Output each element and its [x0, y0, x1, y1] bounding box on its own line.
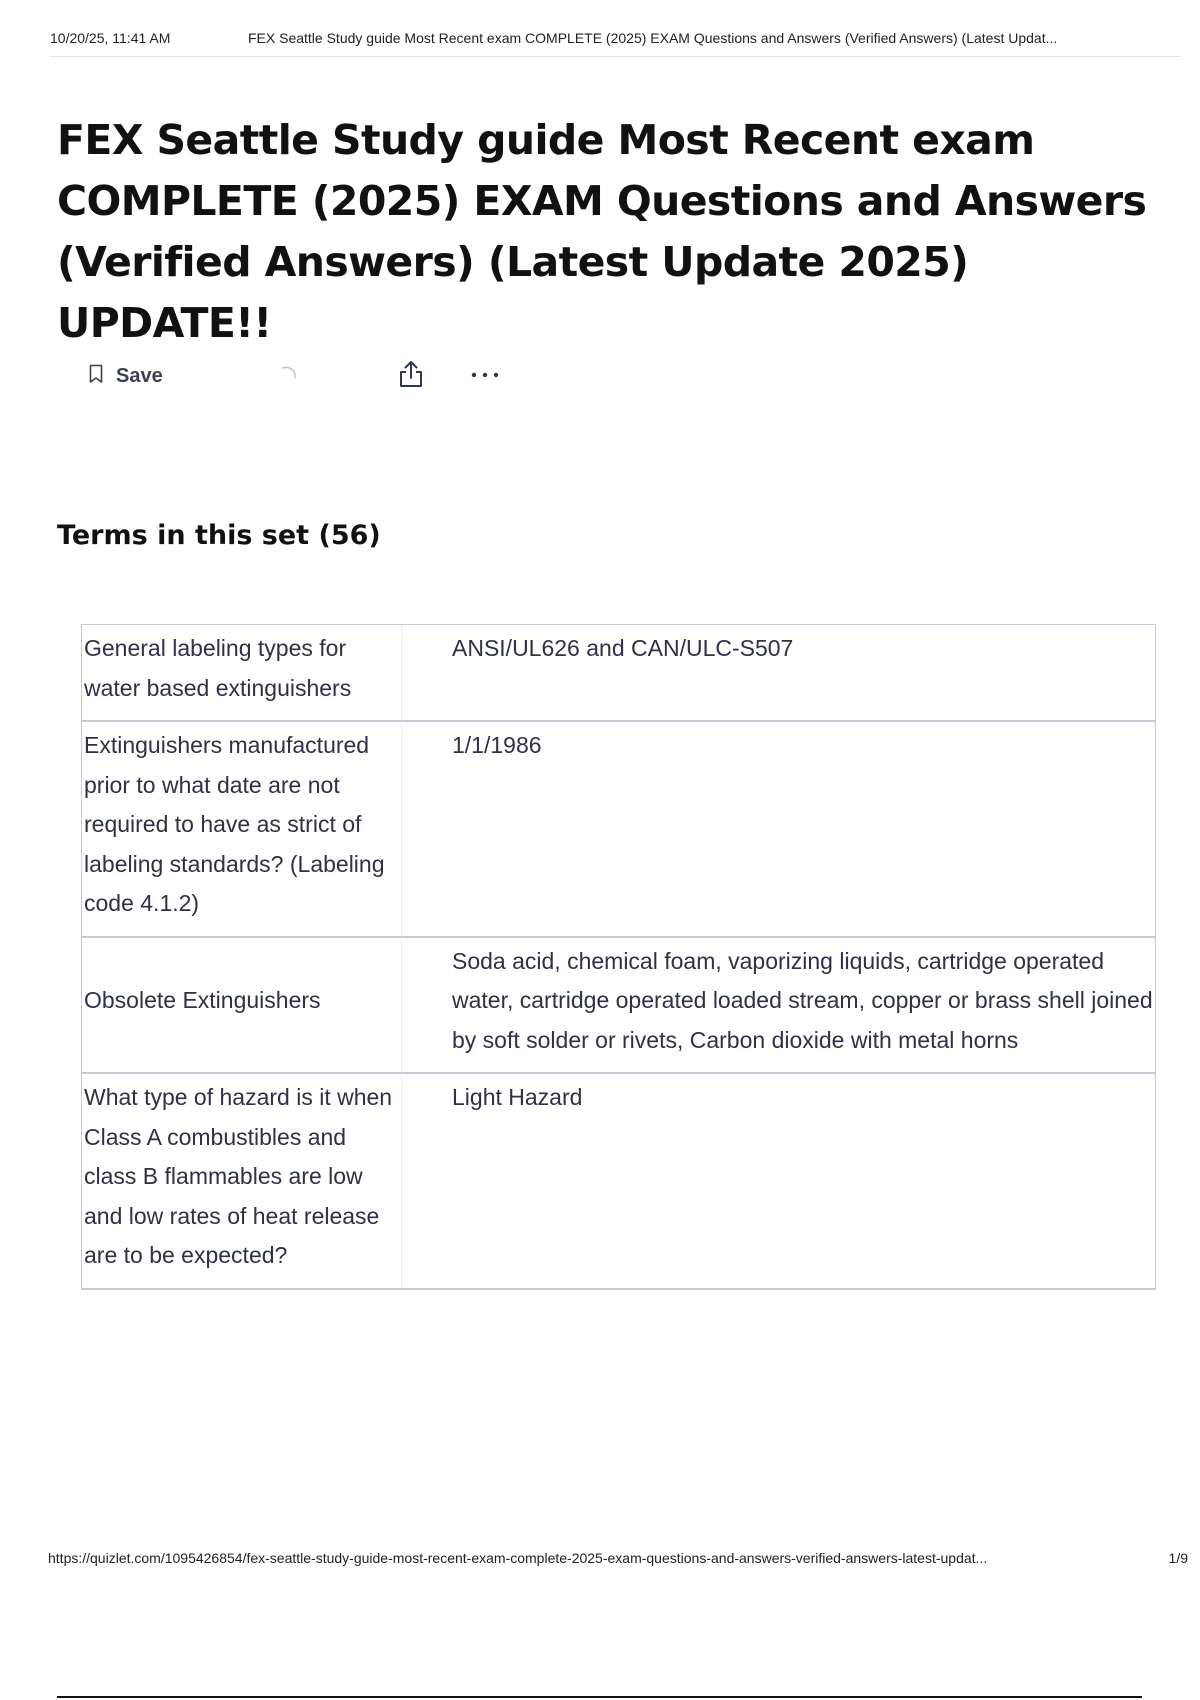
more-options-icon — [470, 367, 500, 385]
page-url: https://quizlet.com/1095426854/fex-seattle-study-guide-most-recent-exam-complete-2025-exam-questions-and-answers-verified-answers-latest-updat... — [48, 1550, 988, 1566]
term-text: General labeling types for water based extinguishers — [82, 625, 402, 720]
term-text: Obsolete Extinguishers — [82, 938, 402, 1073]
page-title: FEX Seattle Study guide Most Recent exam COMPLETE (2025) EXAM Questions and Answers (Verified Answers) (Latest Update 2025) UPDATE!! — [57, 116, 1147, 347]
definition-text: 1/1/1986 — [452, 732, 542, 758]
term-row — [82, 1072, 1155, 1288]
terms-table — [81, 624, 1156, 1290]
definition-text: Soda acid, chemical foam, vaporizing liquids, cartridge operated water, cartridge operated loaded stream, copper or brass shell joined by soft solder or rivets, Carbon dioxide with metal horns — [452, 947, 1153, 1053]
term-row — [82, 936, 1155, 1073]
more-options-button[interactable] — [470, 358, 500, 394]
divider — [57, 1696, 1142, 1698]
term-row — [82, 625, 1155, 720]
print-header — [50, 30, 1180, 57]
bookmark-icon — [88, 364, 104, 389]
share-button[interactable] — [398, 358, 424, 394]
terms-heading: Terms in this set (56) — [57, 520, 381, 551]
page-number: 1/9 — [1168, 1550, 1188, 1566]
term-text: Extinguishers manufactured prior to what date are not required to have as strict of labeling standards? (Labeling code 4.1.2) — [82, 722, 402, 936]
set-toolbar — [80, 358, 580, 394]
term-text: What type of hazard is it when Class A combustibles and class B flammables are low and low rates of heat release are to be expected? — [82, 1074, 402, 1288]
print-timestamp: 10/20/25, 11:41 AM — [50, 30, 171, 46]
loading-spinner-icon — [275, 358, 299, 394]
save-button-label: Save — [116, 364, 163, 387]
definition-text: Light Hazard — [452, 1084, 583, 1110]
term-row — [82, 720, 1155, 936]
share-icon — [398, 359, 424, 394]
print-document-title: FEX Seattle Study guide Most Recent exam COMPLETE (2025) EXAM Questions and Answers (Verified Answers) (Latest Updat... — [248, 30, 1058, 46]
save-button[interactable] — [88, 358, 163, 394]
definition-text: ANSI/UL626 and CAN/ULC-S507 — [452, 635, 794, 661]
